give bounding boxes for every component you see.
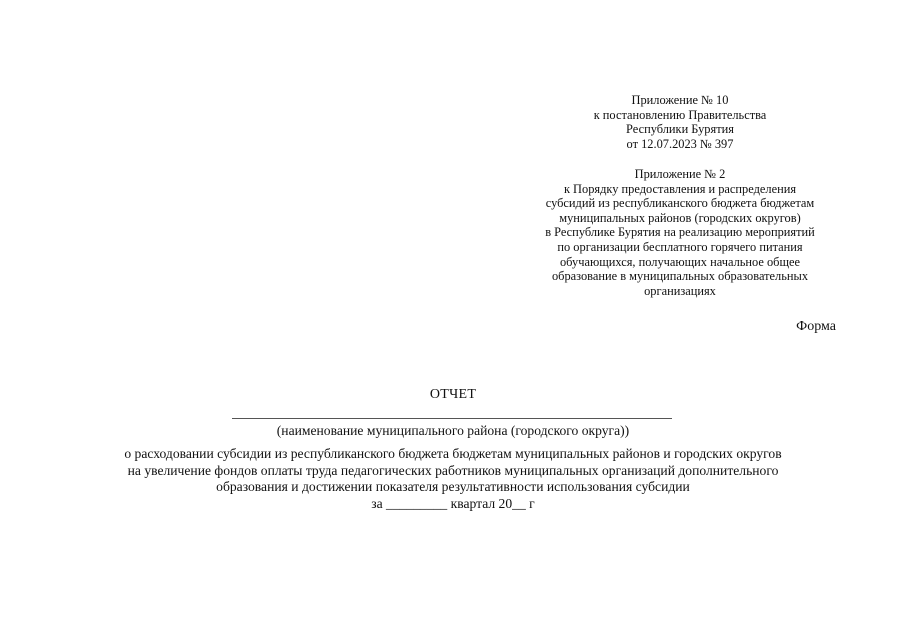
appendix-10-line: Приложение № 10 xyxy=(631,93,729,107)
appendix-2-line: организациях xyxy=(644,283,716,298)
appendix-2-line: к Порядку предоставления и распределения xyxy=(563,181,797,196)
appendix-2-line: по организации бесплатного горячего питания xyxy=(557,239,803,254)
report-description-line: образования и достижении показателя результативности использования субсидии xyxy=(216,479,690,494)
appendix-2-line: субсидий из республиканского бюджета бюджетам xyxy=(545,196,815,211)
report-description-line: о расходовании субсидии из республиканского бюджета бюджетам муниципальных районов и городских округов xyxy=(124,446,782,461)
report-period-line: за _________ квартал 20__ г xyxy=(371,495,535,511)
report-description xyxy=(0,446,906,512)
municipality-name-caption: (наименование муниципального района (городского округа)) xyxy=(276,423,630,438)
appendix-2-line: в Республике Бурятия на реализацию мероприятий xyxy=(545,225,815,240)
municipality-name-blank-line xyxy=(232,418,672,419)
appendix-2-block xyxy=(520,167,840,298)
report-title: ОТЧЕТ xyxy=(429,387,477,402)
appendix-2-line: муниципальных районов (городских округов) xyxy=(559,210,801,225)
appendix-10-line: от 12.07.2023 № 397 xyxy=(626,136,734,151)
appendix-10-line: к постановлению Правительства xyxy=(593,107,767,122)
report-description-line: на увеличение фондов оплаты труда педагогических работников муниципальных организаций дополнительного xyxy=(127,462,779,478)
appendix-2-line: обучающихся, получающих начальное общее xyxy=(559,254,801,269)
form-label: Форма xyxy=(796,319,836,334)
appendix-10-line: Республики Бурятия xyxy=(626,122,734,137)
appendix-10-block xyxy=(520,93,840,151)
appendix-2-line: образование в муниципальных образовательных xyxy=(551,269,809,284)
appendix-2-line: Приложение № 2 xyxy=(634,167,726,181)
